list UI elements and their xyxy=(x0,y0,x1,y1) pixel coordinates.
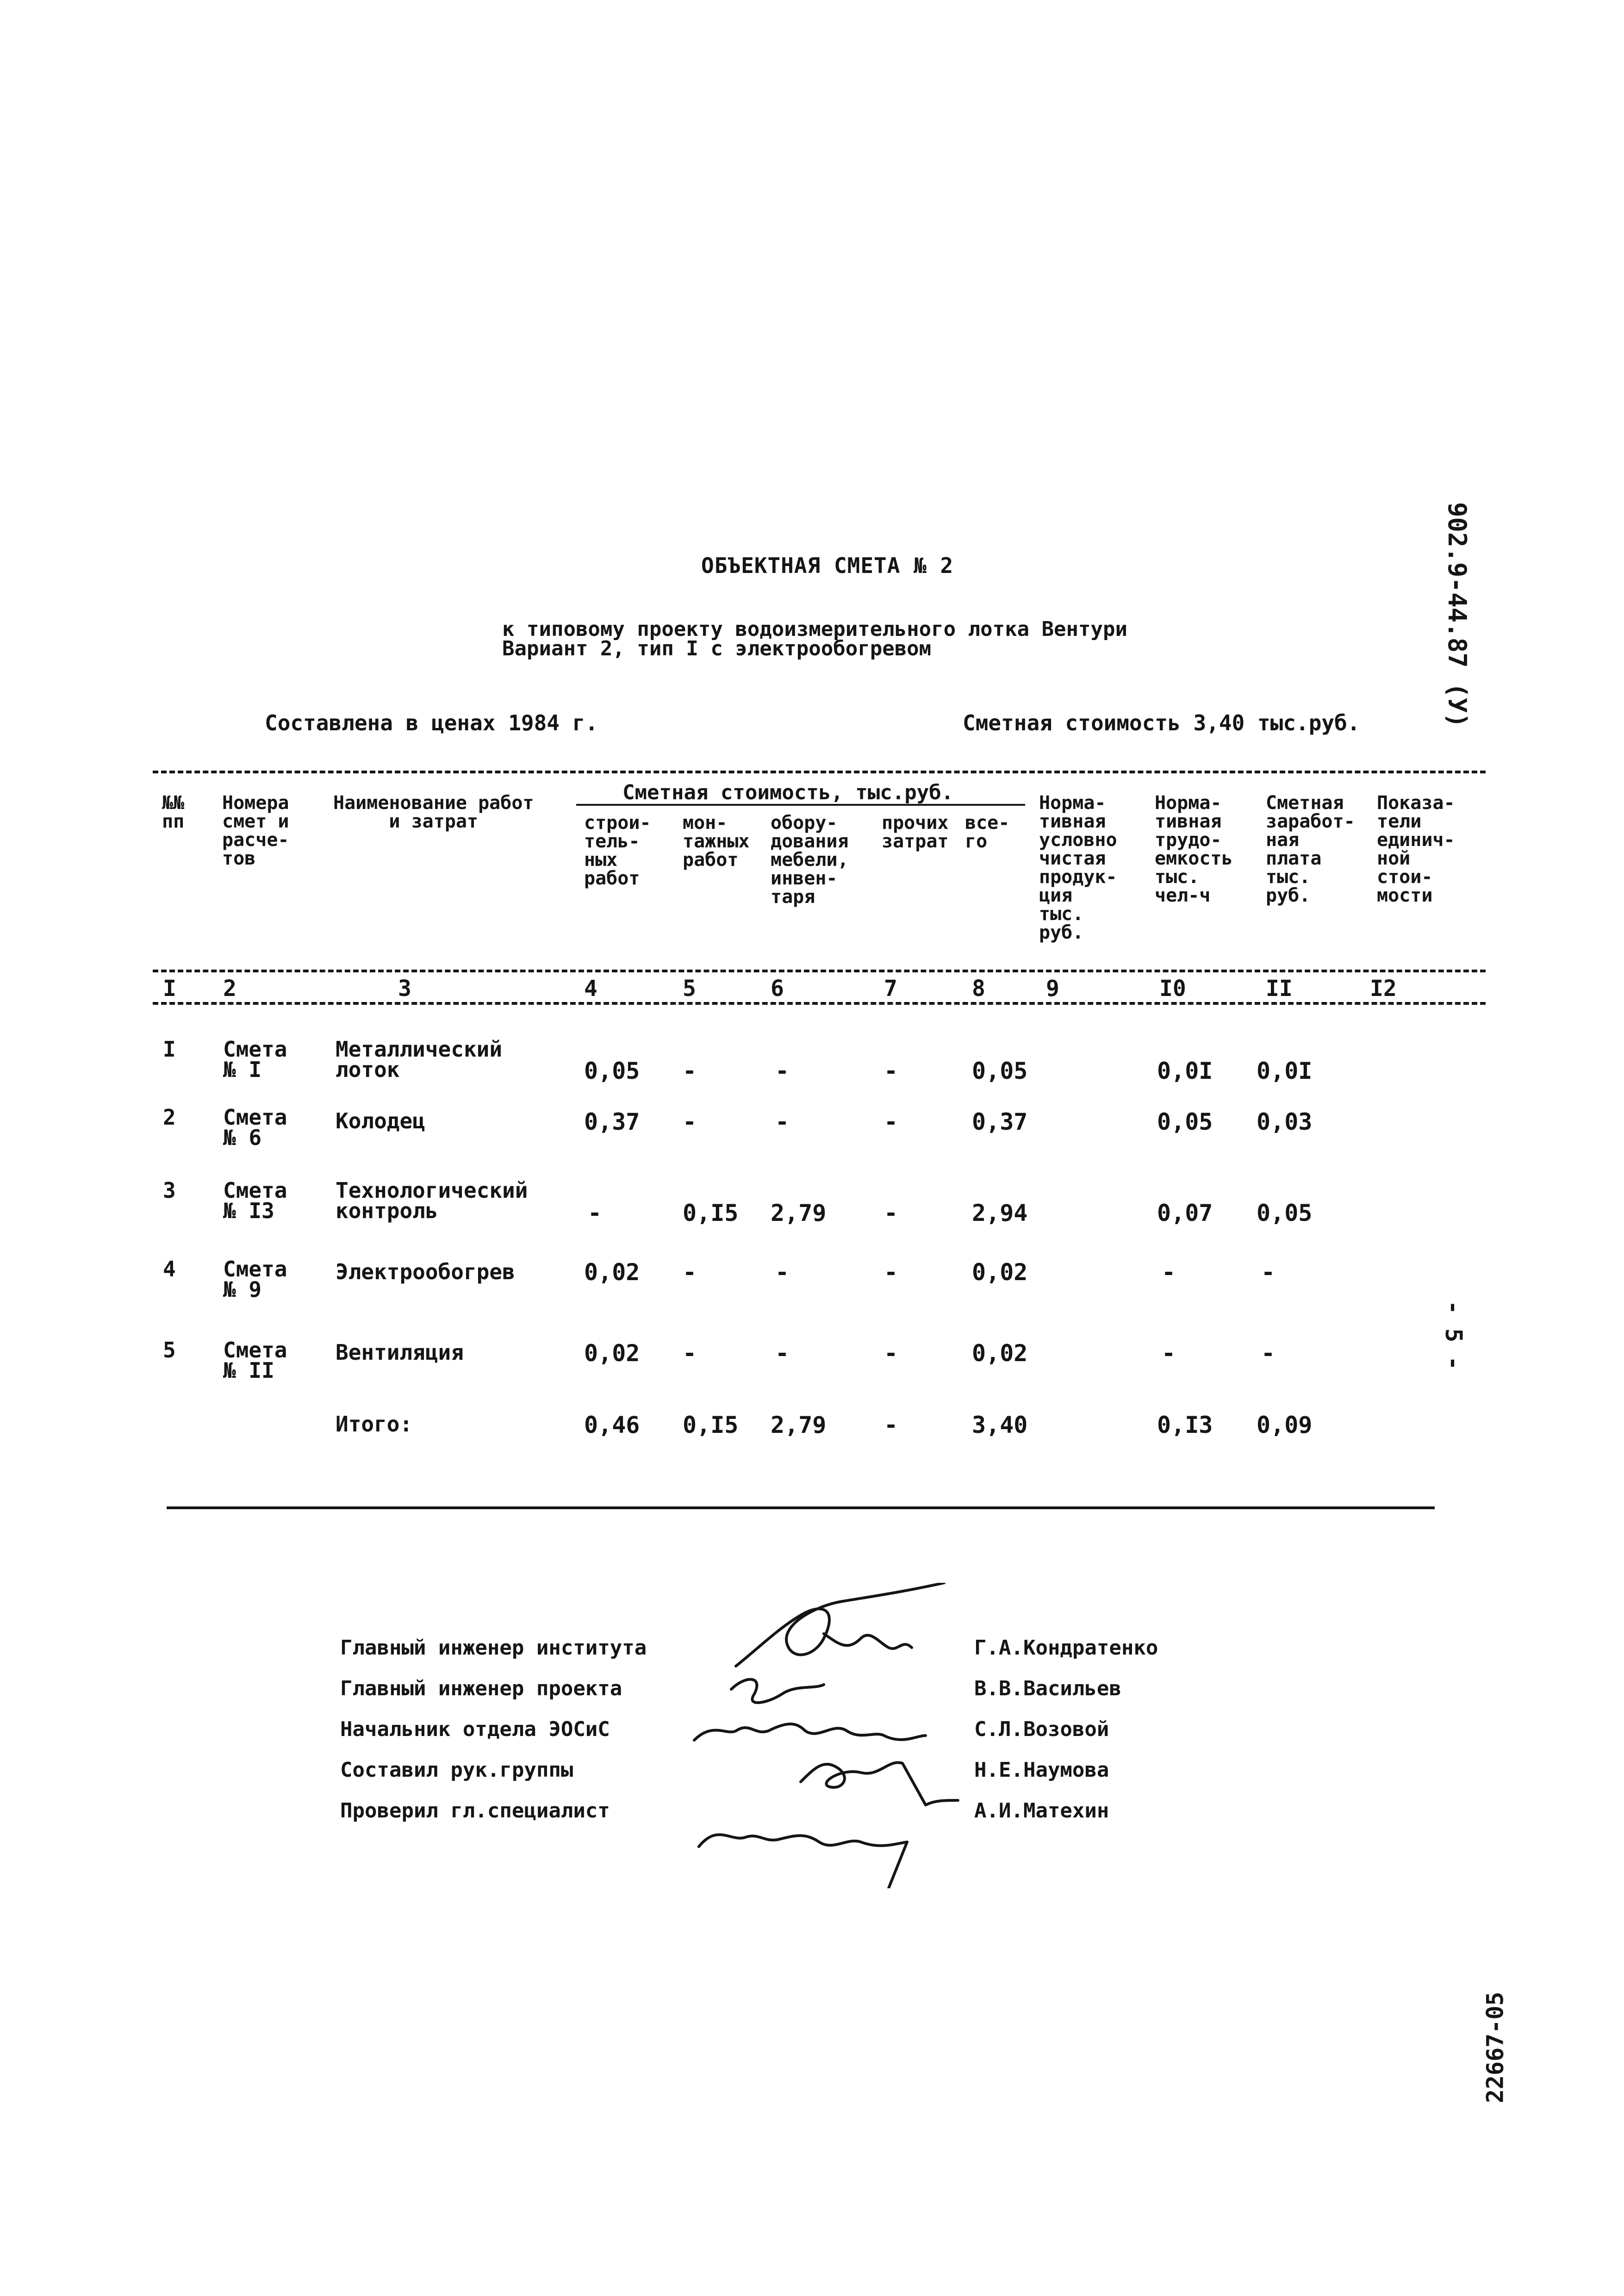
row-1-installation: - xyxy=(683,1058,697,1084)
row-3-construction: - xyxy=(588,1200,602,1226)
column-number-9: 9 xyxy=(1046,976,1059,1002)
document-title: ОБЪЕКТНАЯ СМЕТА № 2 xyxy=(701,553,954,578)
header-bottom-rule xyxy=(153,970,1486,972)
row-1-name: Металлический лоток xyxy=(336,1037,503,1082)
row-5-construction: 0,02 xyxy=(584,1340,640,1367)
row-3-name: Технологический контроль xyxy=(336,1178,528,1223)
signatory-role-2: Главный инженер проекта xyxy=(340,1677,622,1700)
row-2-construction: 0,37 xyxy=(584,1108,640,1135)
row-4-name: Электрообогрев xyxy=(336,1259,515,1284)
header-col-10: Норма- тивная трудо- емкость тыс. чел-ч xyxy=(1155,792,1233,906)
row-4-number: 4 xyxy=(163,1257,176,1282)
total-installation: 0,I5 xyxy=(683,1412,739,1438)
row-5-number: 5 xyxy=(163,1338,176,1363)
row-2-total: 0,37 xyxy=(972,1108,1028,1135)
header-col-1: №№ пп xyxy=(162,792,185,832)
header-col-2: Номера смет и расче- тов xyxy=(222,792,289,869)
row-2-wages: 0,03 xyxy=(1257,1108,1313,1135)
row-3-estimate: Смета № I3 xyxy=(223,1178,287,1223)
row-1-number: I xyxy=(163,1037,176,1062)
signature-stroke-3 xyxy=(731,1680,824,1703)
header-col-3: Наименование работ и затрат xyxy=(333,792,534,832)
document-subtitle-2: Вариант 2, тип I с электрообогревом xyxy=(502,637,932,660)
row-3-other: - xyxy=(884,1200,898,1226)
column-number-6: 6 xyxy=(771,976,784,1002)
side-code: 902.9-44.87 (У) xyxy=(1443,502,1472,728)
archive-number: 22667-05 xyxy=(1481,1991,1509,2103)
header-col-8: все- го xyxy=(965,812,1010,852)
signature-stroke-1 xyxy=(736,1583,944,1666)
row-2-estimate: Смета № 6 xyxy=(223,1105,287,1150)
column-number-2: 2 xyxy=(223,976,236,1002)
row-3-wages: 0,05 xyxy=(1257,1200,1313,1226)
signatory-role-3: Начальник отдела ЭОСиС xyxy=(340,1717,610,1741)
row-5-estimate: Смета № II xyxy=(223,1338,287,1383)
total-construction: 0,46 xyxy=(584,1412,640,1438)
signature-stroke-6 xyxy=(699,1835,907,1847)
prices-basis: Составлена в ценах 1984 г. xyxy=(265,710,598,735)
signature-stroke-2 xyxy=(824,1634,912,1649)
row-4-estimate: Смета № 9 xyxy=(223,1257,287,1302)
column-number-12: I2 xyxy=(1370,976,1397,1002)
group-header: Сметная стоимость, тыс.руб. xyxy=(622,781,954,804)
header-col-12: Показа- тели единич- ной стои- мости xyxy=(1377,792,1455,906)
row-2-installation: - xyxy=(683,1108,697,1135)
row-1-labor: 0,0I xyxy=(1157,1058,1213,1084)
signatory-name-1: Г.А.Кондратенко xyxy=(974,1636,1158,1660)
row-1-wages: 0,0I xyxy=(1257,1058,1313,1084)
total-cost: Сметная стоимость 3,40 тыс.руб. xyxy=(963,710,1360,735)
row-4-equipment: - xyxy=(775,1259,790,1286)
signatory-name-5: А.И.Матехин xyxy=(974,1799,1109,1823)
total-sum: 3,40 xyxy=(972,1412,1028,1438)
total-other: - xyxy=(884,1412,898,1438)
row-3-number: 3 xyxy=(163,1178,176,1203)
row-1-equipment: - xyxy=(775,1058,790,1084)
row-2-other: - xyxy=(884,1108,898,1135)
row-3-installation: 0,I5 xyxy=(683,1200,739,1226)
header-col-5: мон- тажных работ xyxy=(683,812,750,871)
header-col-6: обору- дования мебели, инвен- таря xyxy=(771,812,849,908)
column-number-1: I xyxy=(163,976,176,1002)
row-2-labor: 0,05 xyxy=(1157,1108,1213,1135)
row-1-estimate: Смета № I xyxy=(223,1037,287,1082)
page-number: - 5 - xyxy=(1440,1300,1467,1370)
total-wages: 0,09 xyxy=(1257,1412,1313,1438)
table-bottom-rule xyxy=(167,1506,1435,1509)
column-number-3: 3 xyxy=(398,976,411,1002)
handwritten-signatures xyxy=(685,1583,990,1888)
row-5-wages: - xyxy=(1261,1340,1276,1367)
signature-stroke-5 xyxy=(801,1762,958,1805)
header-col-4: строи- тель- ных работ xyxy=(584,812,651,889)
table-top-rule xyxy=(153,771,1486,773)
total-row-label: Итого: xyxy=(336,1412,413,1437)
row-4-installation: - xyxy=(683,1259,697,1286)
header-col-11: Сметная заработ- ная плата тыс. руб. xyxy=(1266,792,1355,906)
document-subtitle-1: к типовому проекту водоизмерительного лотка Вентури xyxy=(502,617,1128,641)
signatory-name-2: В.В.Васильев xyxy=(974,1677,1121,1700)
row-2-name: Колодец xyxy=(336,1108,425,1133)
column-number-5: 5 xyxy=(683,976,696,1002)
column-number-rule xyxy=(153,1002,1486,1005)
row-5-total: 0,02 xyxy=(972,1340,1028,1367)
signatory-role-5: Проверил гл.специалист xyxy=(340,1799,610,1823)
row-5-equipment: - xyxy=(775,1340,790,1367)
signatory-role-1: Главный инженер института xyxy=(340,1636,647,1660)
row-3-equipment: 2,79 xyxy=(771,1200,827,1226)
signature-stroke-4 xyxy=(694,1724,926,1740)
header-col-7: прочих затрат xyxy=(882,812,949,852)
column-number-11: II xyxy=(1266,976,1293,1002)
signatory-name-3: С.Л.Возовой xyxy=(974,1717,1109,1741)
row-4-other: - xyxy=(884,1259,898,1286)
row-3-total: 2,94 xyxy=(972,1200,1028,1226)
total-labor: 0,I3 xyxy=(1157,1412,1213,1438)
column-number-8: 8 xyxy=(972,976,985,1002)
row-2-equipment: - xyxy=(775,1108,790,1135)
column-number-10: I0 xyxy=(1159,976,1186,1002)
signatory-name-4: Н.Е.Наумова xyxy=(974,1758,1109,1782)
column-number-7: 7 xyxy=(884,976,897,1002)
row-5-installation: - xyxy=(683,1340,697,1367)
header-col-9: Норма- тивная условно чистая продук- ция тыс. руб. xyxy=(1039,792,1117,943)
row-4-labor: - xyxy=(1162,1259,1176,1286)
column-number-4: 4 xyxy=(584,976,597,1002)
row-5-other: - xyxy=(884,1340,898,1367)
total-equipment: 2,79 xyxy=(771,1412,827,1438)
row-3-labor: 0,07 xyxy=(1157,1200,1213,1226)
row-5-labor: - xyxy=(1162,1340,1176,1367)
row-4-total: 0,02 xyxy=(972,1259,1028,1286)
row-1-other: - xyxy=(884,1058,898,1084)
row-1-total: 0,05 xyxy=(972,1058,1028,1084)
signature-stroke-7 xyxy=(889,1842,907,1888)
row-4-construction: 0,02 xyxy=(584,1259,640,1286)
row-4-wages: - xyxy=(1261,1259,1276,1286)
row-1-construction: 0,05 xyxy=(584,1058,640,1084)
signatory-role-4: Составил рук.группы xyxy=(340,1758,573,1782)
row-5-name: Вентиляция xyxy=(336,1340,464,1365)
row-2-number: 2 xyxy=(163,1105,176,1130)
